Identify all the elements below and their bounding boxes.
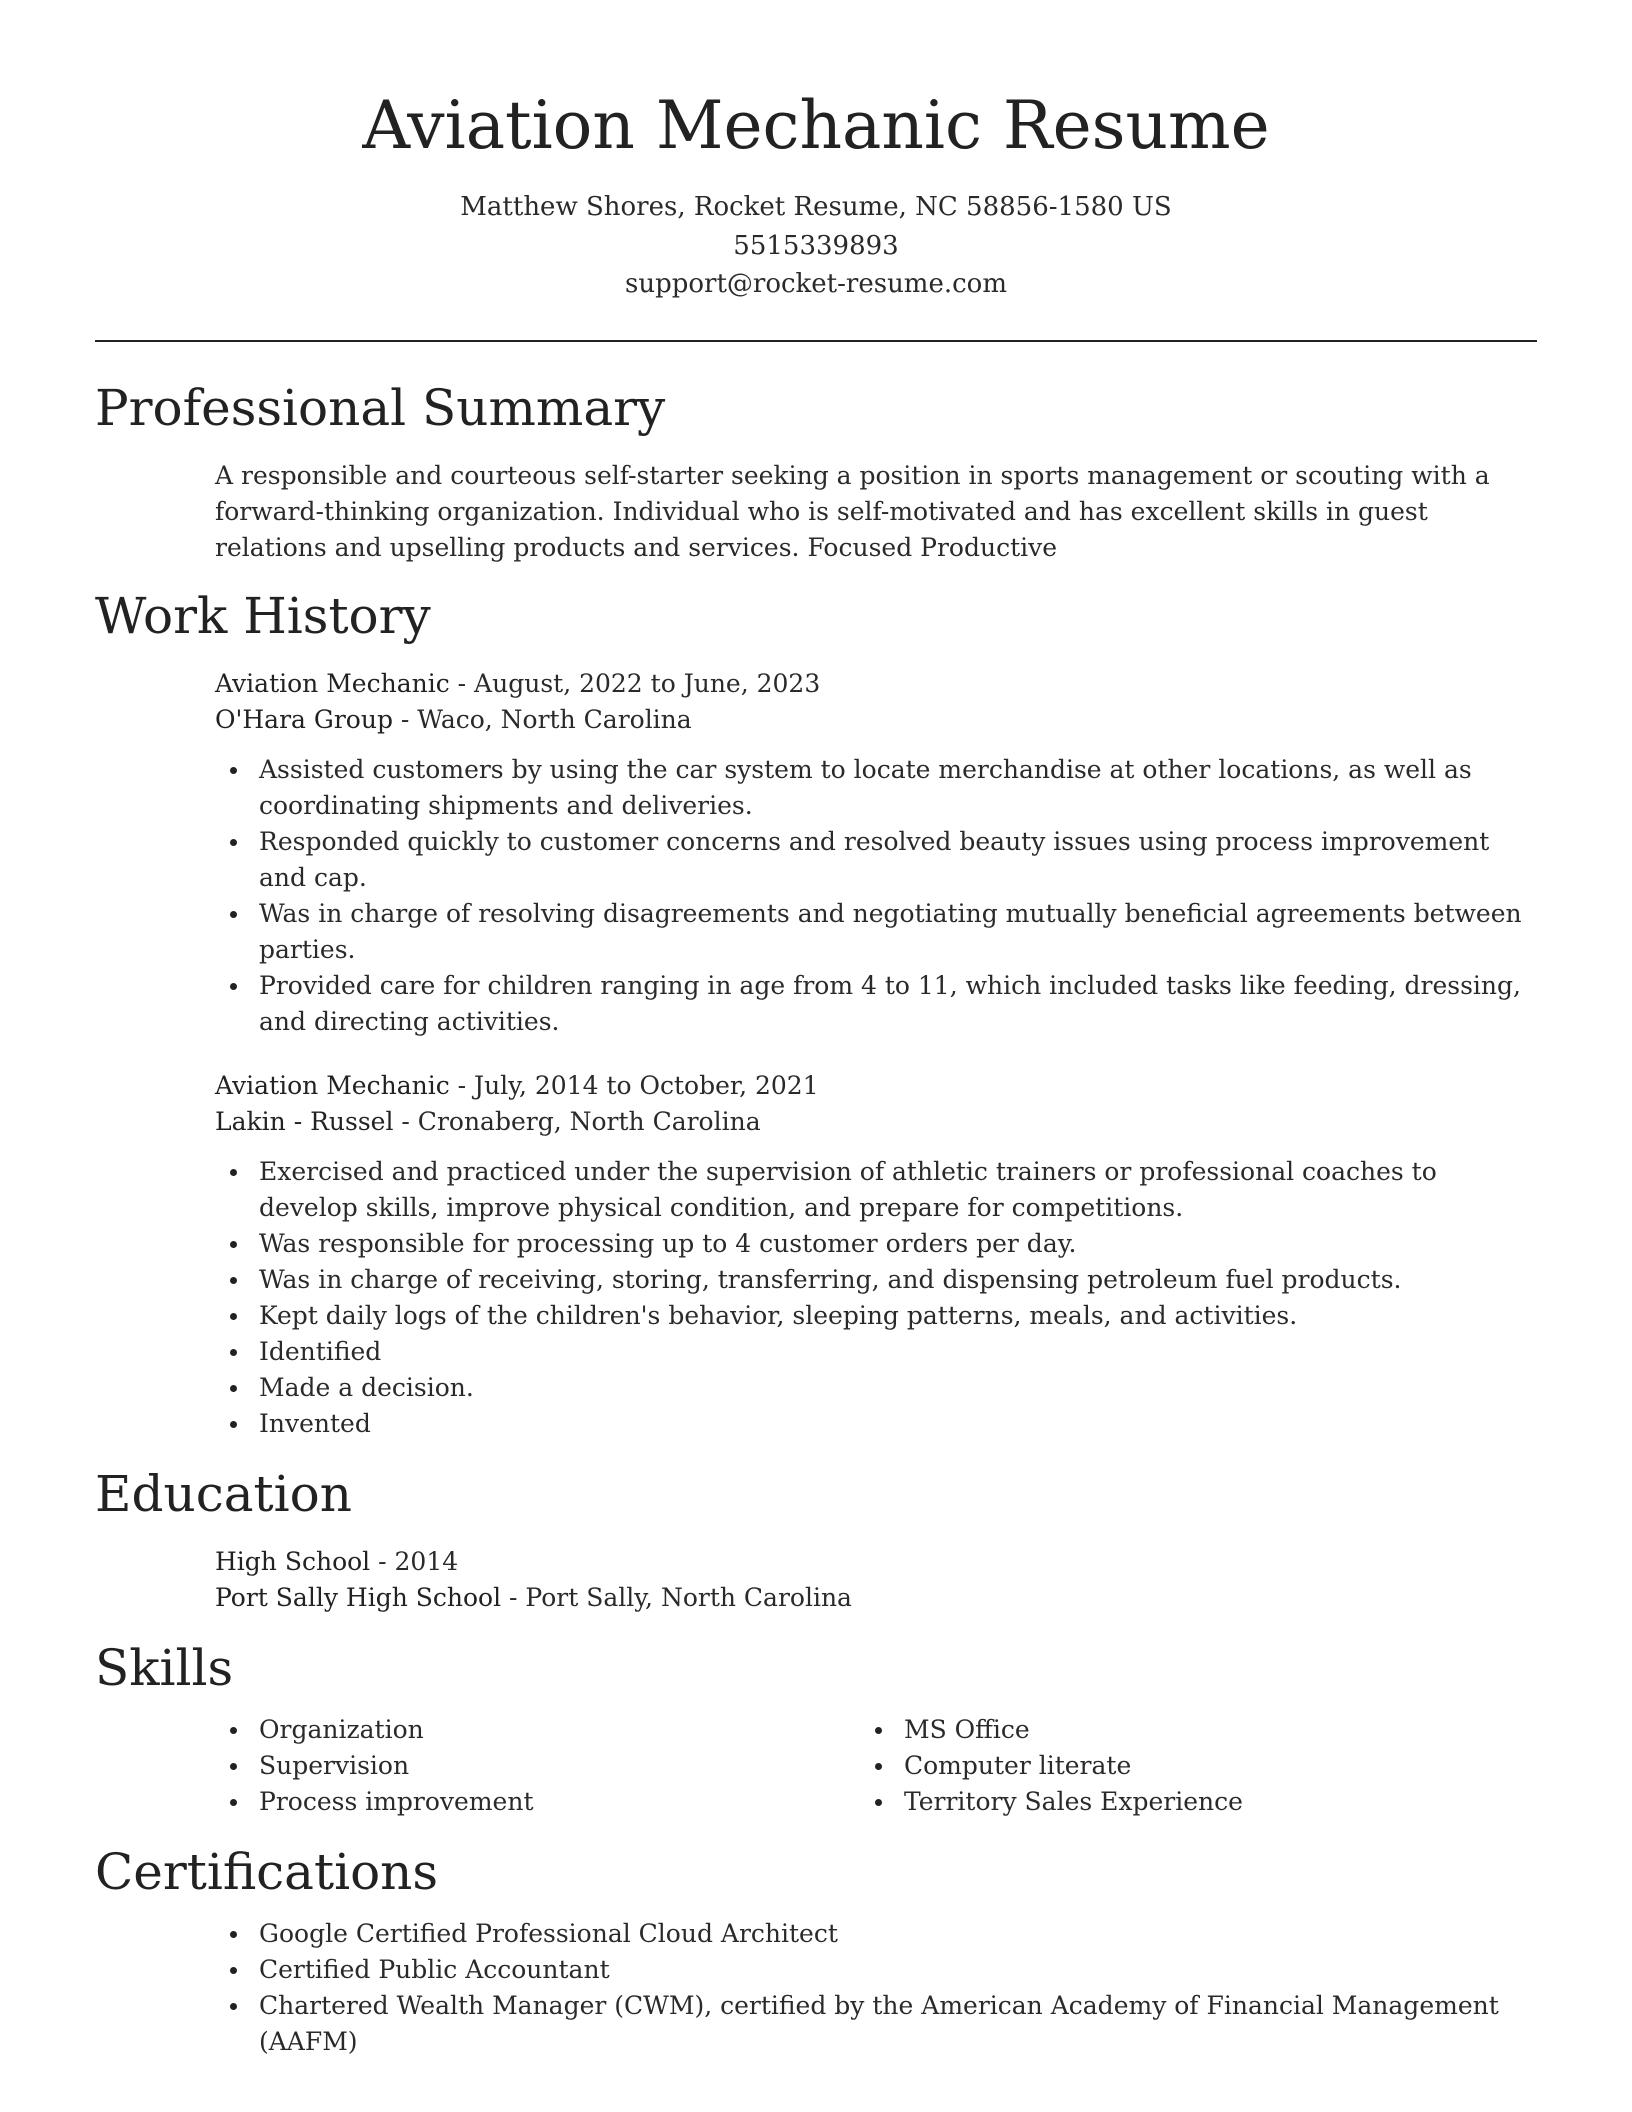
contact-email: support@rocket-resume.com — [624, 269, 1007, 299]
resume-header — [95, 0, 1537, 304]
header-divider — [95, 340, 1537, 342]
job-dates: - August, 2022 to June, 2023 — [449, 668, 821, 698]
job-company: O'Hara Group — [215, 704, 393, 734]
skills-column-right — [860, 1712, 1505, 1820]
section-heading-work-history: Work History — [95, 586, 431, 645]
section-heading-certifications: Certifications — [95, 1842, 439, 1901]
contact-info — [95, 188, 1537, 304]
job-duty: Assisted customers by using the car system to locate merchandise at other locations, as well as coordinating shipments and deliveries. — [215, 752, 1537, 824]
job-duties-list — [215, 752, 1537, 1040]
education-location: - Port Sally, North Carolina — [501, 1582, 852, 1612]
job-duty: Was in charge of receiving, storing, transferring, and dispensing petroleum fuel products. — [215, 1262, 1537, 1298]
job-duty: Was responsible for processing up to 4 customer orders per day. — [215, 1226, 1537, 1262]
job-duties-list — [215, 1154, 1537, 1442]
education-school: Port Sally High School — [215, 1582, 502, 1612]
education-year: - 2014 — [370, 1546, 459, 1576]
certification-item: Chartered Wealth Manager (CWM), certified by the American Academy of Financial Management (AAFM) — [215, 1988, 1537, 2060]
skill-item: Computer literate — [860, 1748, 1505, 1784]
job-company-line — [215, 702, 1537, 738]
job-entry — [215, 666, 1537, 1040]
job-entry — [215, 1068, 1537, 1442]
job-duty: Exercised and practiced under the supervision of athletic trainers or professional coaches to develop skills, improve physical condition, and prepare for competitions. — [215, 1154, 1537, 1226]
job-duty: Made a decision. — [215, 1370, 1537, 1406]
contact-address: Matthew Shores, Rocket Resume, NC 58856-1580 US — [460, 192, 1172, 222]
job-dates: - July, 2014 to October, 2021 — [449, 1070, 819, 1100]
job-title-line — [215, 1068, 1537, 1104]
job-duty: Kept daily logs of the children's behavior, sleeping patterns, meals, and activities. — [215, 1298, 1537, 1334]
section-heading-skills: Skills — [95, 1638, 234, 1697]
resume-title: Aviation Mechanic Resume — [362, 87, 1270, 164]
job-company-line — [215, 1104, 1537, 1140]
section-heading-education: Education — [95, 1464, 352, 1523]
job-duty: Provided care for children ranging in age from 4 to 11, which included tasks like feeding, dressing, and directing activities. — [215, 968, 1537, 1040]
skills-column-left — [215, 1712, 860, 1820]
education-degree-line — [215, 1544, 1537, 1580]
education-entry — [95, 1544, 1537, 1616]
contact-phone: 5515339893 — [733, 230, 899, 261]
certifications-list — [215, 1916, 1537, 2060]
skill-item: Territory Sales Experience — [860, 1784, 1505, 1820]
education-degree: High School — [215, 1546, 371, 1576]
skills-list — [860, 1712, 1505, 1820]
skills-list — [215, 1712, 860, 1820]
job-location: - Cronaberg, North Carolina — [393, 1106, 761, 1136]
job-title-line — [215, 666, 1537, 702]
job-duty: Invented — [215, 1406, 1537, 1442]
skill-item: Organization — [215, 1712, 860, 1748]
skills-grid — [215, 1712, 1537, 1820]
job-duty: Was in charge of resolving disagreements and negotiating mutually beneficial agreements between parties. — [215, 896, 1537, 968]
skill-item: MS Office — [860, 1712, 1505, 1748]
section-heading-summary: Professional Summary — [95, 378, 666, 437]
certification-item: Certified Public Accountant — [215, 1952, 1537, 1988]
certification-item: Google Certified Professional Cloud Architect — [215, 1916, 1537, 1952]
skill-item: Supervision — [215, 1748, 860, 1784]
job-duty: Identified — [215, 1334, 1537, 1370]
job-title: Aviation Mechanic — [215, 668, 450, 698]
job-duty: Responded quickly to customer concerns and resolved beauty issues using process improvement and cap. — [215, 824, 1537, 896]
job-company: Lakin - Russel — [215, 1106, 394, 1136]
skill-item: Process improvement — [215, 1784, 860, 1820]
summary-text: A responsible and courteous self-starter seeking a position in sports management or scouting with a forward-thinking organization. Individual who is self-motivated and has excellent skills in guest relations and upselling products and services. Focused Productive — [215, 460, 1490, 562]
job-location: - Waco, North Carolina — [392, 704, 692, 734]
education-school-line — [215, 1580, 1537, 1616]
job-title: Aviation Mechanic — [215, 1070, 450, 1100]
